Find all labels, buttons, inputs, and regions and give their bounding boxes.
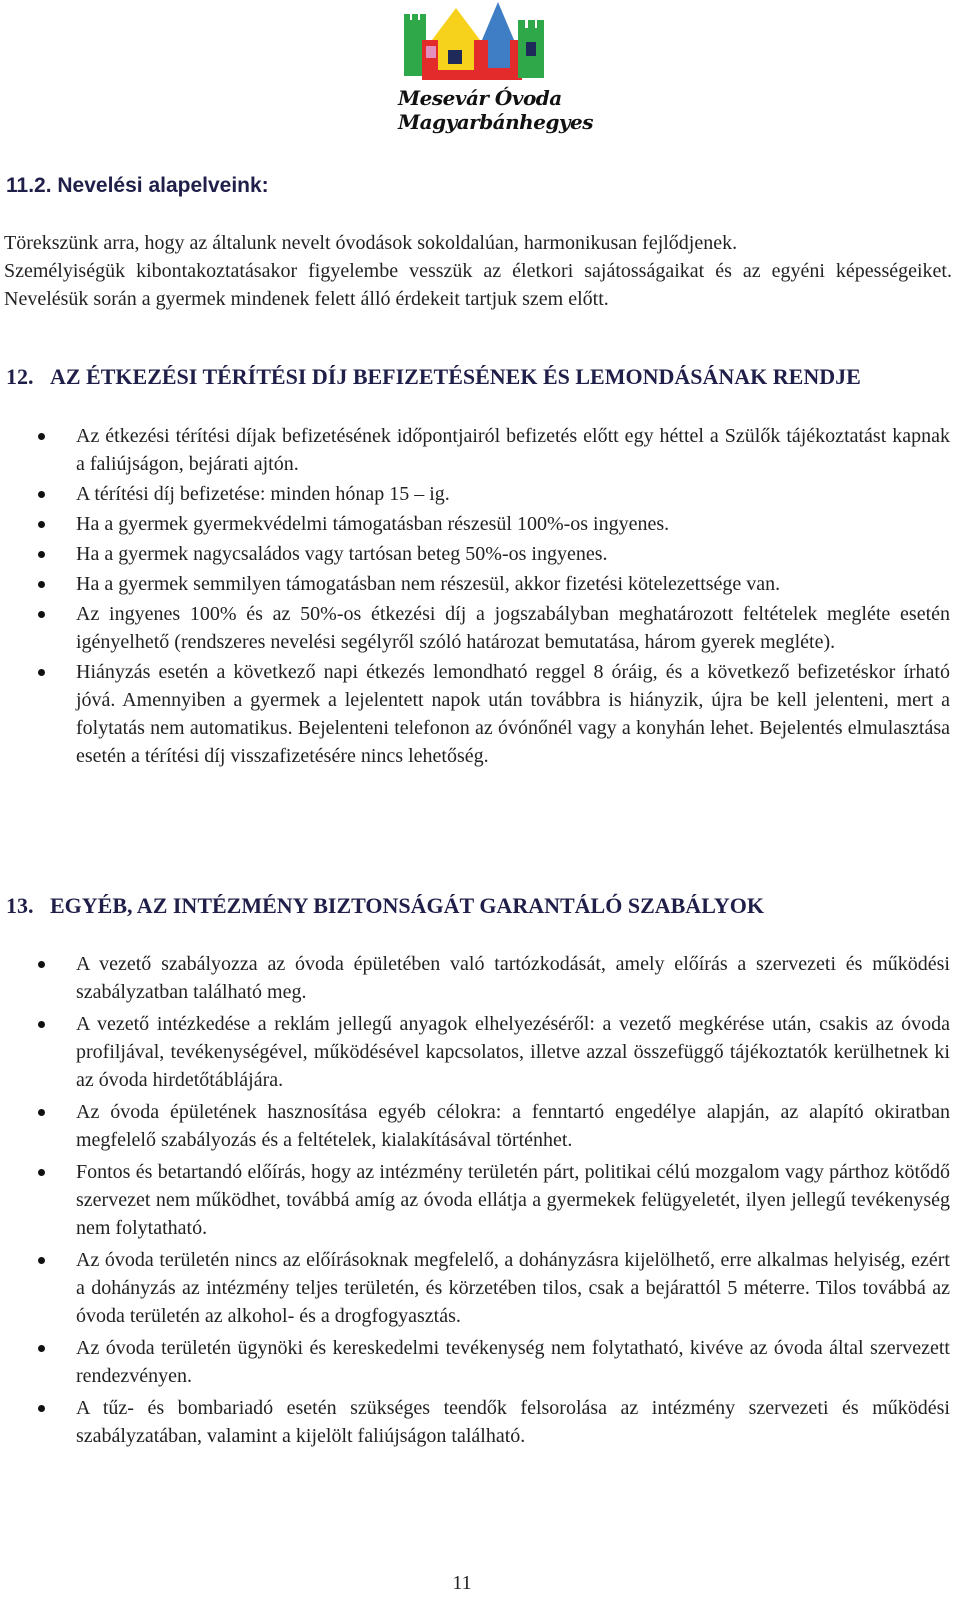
bullet-icon [38, 521, 45, 528]
list-item: A tűz- és bombariadó esetén szükséges teendők felsorolása az intézmény szervezeti és működési szabályzatában, valamint a kijelölt faliújságon található. [0, 1394, 950, 1450]
safety-rules-list [0, 950, 960, 1454]
bullet-icon [38, 433, 45, 440]
list-item: A vezető intézkedése a reklám jellegű anyagok elhelyezéséről: a vezető megkérése után, csakis az óvoda profiljával, tevékenységével, működésével kapcsolatos, illetve azzal összefüggő tájékoztatók kerülhetnek ki az óvoda hirdetőtáblájára. [0, 1010, 950, 1094]
bullet-icon [38, 491, 45, 498]
intro-paragraph [4, 229, 952, 313]
logo-name: Mesevár Óvoda [398, 86, 562, 110]
list-item: Az étkezési térítési díjak befizetésének időpontjairól befizetés előtt egy héttel a Szülők tájékoztatást kapnak a faliújságon, bejárati ajtón. [0, 422, 950, 478]
bullet-icon [38, 1257, 45, 1264]
page-number: 11 [452, 1572, 472, 1594]
section-number: 13. [6, 893, 34, 918]
bullet-icon [38, 1345, 45, 1352]
list-item: Az óvoda épületének hasznosítása egyéb célokra: a fenntartó engedélye alapján, az alapító okiratban megfelelő szabályozás és a feltételek, kialakításával történhet. [0, 1098, 950, 1154]
list-item: Ha a gyermek semmilyen támogatásban nem részesül, akkor fizetési kötelezettsége van. [0, 570, 950, 598]
fee-rules-list [0, 422, 960, 772]
logo-location: Magyarbánhegyes [398, 110, 594, 134]
section-heading-11-2: 11.2. Nevelési alapelveink: [6, 174, 269, 197]
section-heading-13 [6, 893, 764, 919]
list-item: Fontos és betartandó előírás, hogy az intézmény területén párt, politikai célú mozgalom vagy párthoz kötődő szervezet nem működhet, továbbá amíg az óvoda ellátja a gyermekek felügyeletét, ilyen jellegű tevékenység nem folytatható. [0, 1158, 950, 1242]
list-item: Az óvoda területén nincs az előírásoknak megfelelő, a dohányzásra kijelölhető, erre alkalmas helyiség, ezért a dohányzás az intézmény teljes területén, és körzetében tilos, csak a bejárattól 5 méterre. Tilos továbbá az óvoda területén az alkohol- és a drogfogyasztás. [0, 1246, 950, 1330]
bullet-icon [38, 961, 45, 968]
bullet-icon [38, 551, 45, 558]
bullet-icon [38, 611, 45, 618]
bullet-icon [38, 1021, 45, 1028]
list-item: Az ingyenes 100% és az 50%-os étkezési díj a jogszabályban meghatározott feltételek megléte esetén igényelhető (rendszeres nevelési segélyről szóló határozat bemutatása, három gyerek megléte). [0, 600, 950, 656]
castle-logo-graphic [398, 2, 556, 86]
list-item: Ha a gyermek gyermekvédelmi támogatásban részesül 100%-os ingyenes. [0, 510, 950, 538]
section-heading-12 [6, 364, 861, 390]
intro-sentence-2: Személyiségük kibontakoztatásakor figyelembe vesszük az életkori sajátosságaikat és az egyéni képességeiket. Nevelésük során a gyermek mindenek felett álló érdekeit tartjuk szem előtt. [4, 260, 952, 310]
bullet-icon [38, 1109, 45, 1116]
section-number: 12. [6, 364, 34, 389]
list-item: Hiányzás esetén a következő napi étkezés lemondható reggel 8 óráig, és a következő befizetéskor írható jóvá. Amennyiben a gyermek a lejelentett napok után továbbra is hiányzik, újra be kell jelenteni, mert a folytatás nem automatikus. Bejelenteni telefonon az óvónőnél vagy a konyhán lehet. Bejelentés elmulasztása esetén a térítési díj visszafizetésére nincs lehetőség. [0, 658, 950, 770]
kindergarten-logo [398, 2, 594, 138]
list-item: A vezető szabályozza az óvoda épületében való tartózkodását, amely előírás a szervezeti és működési szabályzatban található meg. [0, 950, 950, 1006]
bullet-icon [38, 581, 45, 588]
section-title: EGYÉB, AZ INTÉZMÉNY BIZTONSÁGÁT GARANTÁLÓ SZABÁLYOK [50, 893, 764, 918]
bullet-icon [38, 1169, 45, 1176]
list-item: Az óvoda területén ügynöki és kereskedelmi tevékenység nem folytatható, kivéve az óvoda által szervezett rendezvényen. [0, 1334, 950, 1390]
intro-sentence-1: Törekszünk arra, hogy az általunk nevelt óvodások sokoldalúan, harmonikusan fejlődjenek. [4, 232, 738, 254]
section-title: AZ ÉTKEZÉSI TÉRÍTÉSI DÍJ BEFIZETÉSÉNEK ÉS LEMONDÁSÁNAK RENDJE [50, 364, 861, 389]
bullet-icon [38, 669, 45, 676]
bullet-icon [38, 1405, 45, 1412]
list-item: A térítési díj befizetése: minden hónap 15 – ig. [0, 480, 950, 508]
list-item: Ha a gyermek nagycsaládos vagy tartósan beteg 50%-os ingyenes. [0, 540, 950, 568]
